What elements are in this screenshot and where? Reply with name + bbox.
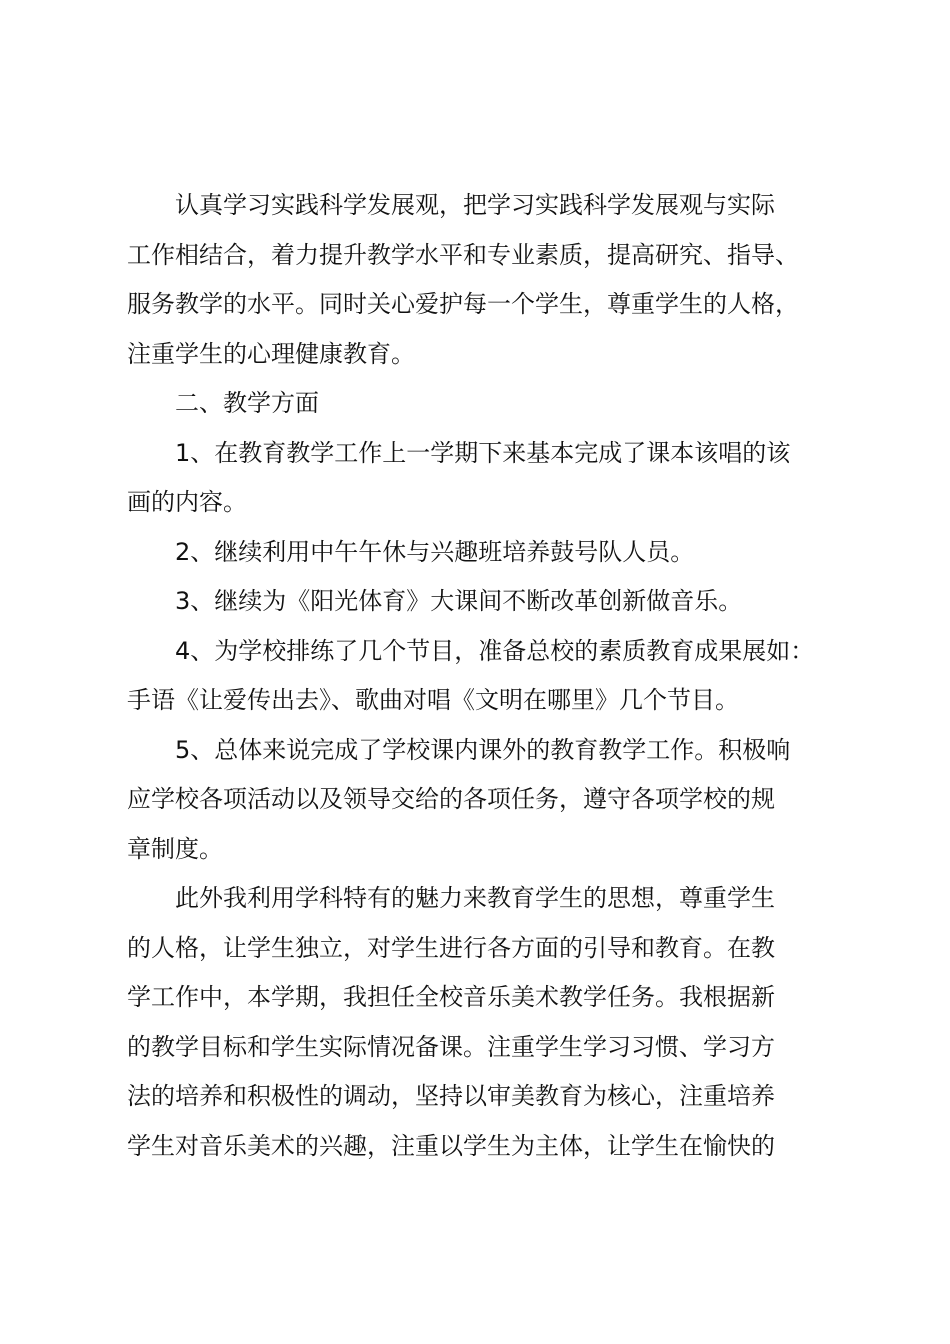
document-body (127, 181, 847, 1171)
text-line: 学工作中，本学期，我担任全校音乐美术教学任务。我根据新 (127, 983, 775, 1011)
text-line: 认真学习实践科学发展观，把学习实践科学发展观与实际 (175, 191, 775, 219)
text-line: 服务教学的水平。同时关心爱护每一个学生，尊重学生的人格， (127, 290, 799, 318)
list-item-1 (127, 429, 847, 528)
list-item-3 (127, 577, 847, 627)
text-line: 的人格，让学生独立，对学生进行各方面的引导和教育。在教 (127, 933, 775, 962)
text-line: 5、总体来说完成了学校课内课外的教育教学工作。积极响 (175, 735, 791, 764)
paragraph-study-practice (127, 181, 847, 379)
paragraph-additionally (127, 874, 847, 1171)
text-line: 的教学目标和学生实际情况备课。注重学生学习习惯、学习方 (127, 1032, 775, 1061)
list-item-2 (127, 528, 847, 578)
text-line: 1、在教育教学工作上一学期下来基本完成了课本该唱的该 (175, 438, 791, 467)
text-line: 应学校各项活动以及领导交给的各项任务，遵守各项学校的规 (127, 785, 775, 813)
text-line: 工作相结合，着力提升教学水平和专业素质，提高研究、指导、 (127, 240, 799, 269)
list-item-4 (127, 627, 847, 726)
text-line: 3、继续为《阳光体育》大课间不断改革创新做音乐。 (175, 587, 743, 615)
text-line: 章制度。 (127, 834, 223, 863)
text-line: 学生对音乐美术的兴趣，注重以学生为主体，让学生在愉快的 (127, 1131, 775, 1160)
text-line: 画的内容。 (127, 488, 247, 516)
text-line: 4、为学校排练了几个节目，准备总校的素质教育成果展如： (175, 636, 815, 665)
text-line: 法的培养和积极性的调动，坚持以审美教育为核心，注重培养 (127, 1082, 775, 1110)
section-heading-teaching (127, 379, 847, 429)
list-item-5 (127, 726, 847, 875)
text-line: 2、继续利用中午午休与兴趣班培养鼓号队人员。 (175, 537, 695, 566)
text-line: 手语《让爱传出去》、歌曲对唱《文明在哪里》几个节目。 (127, 686, 739, 714)
text-line: 此外我利用学科特有的魅力来教育学生的思想，尊重学生 (175, 884, 775, 912)
section-heading: 二、教学方面 (175, 389, 319, 417)
text-line: 注重学生的心理健康教育。 (127, 339, 415, 368)
